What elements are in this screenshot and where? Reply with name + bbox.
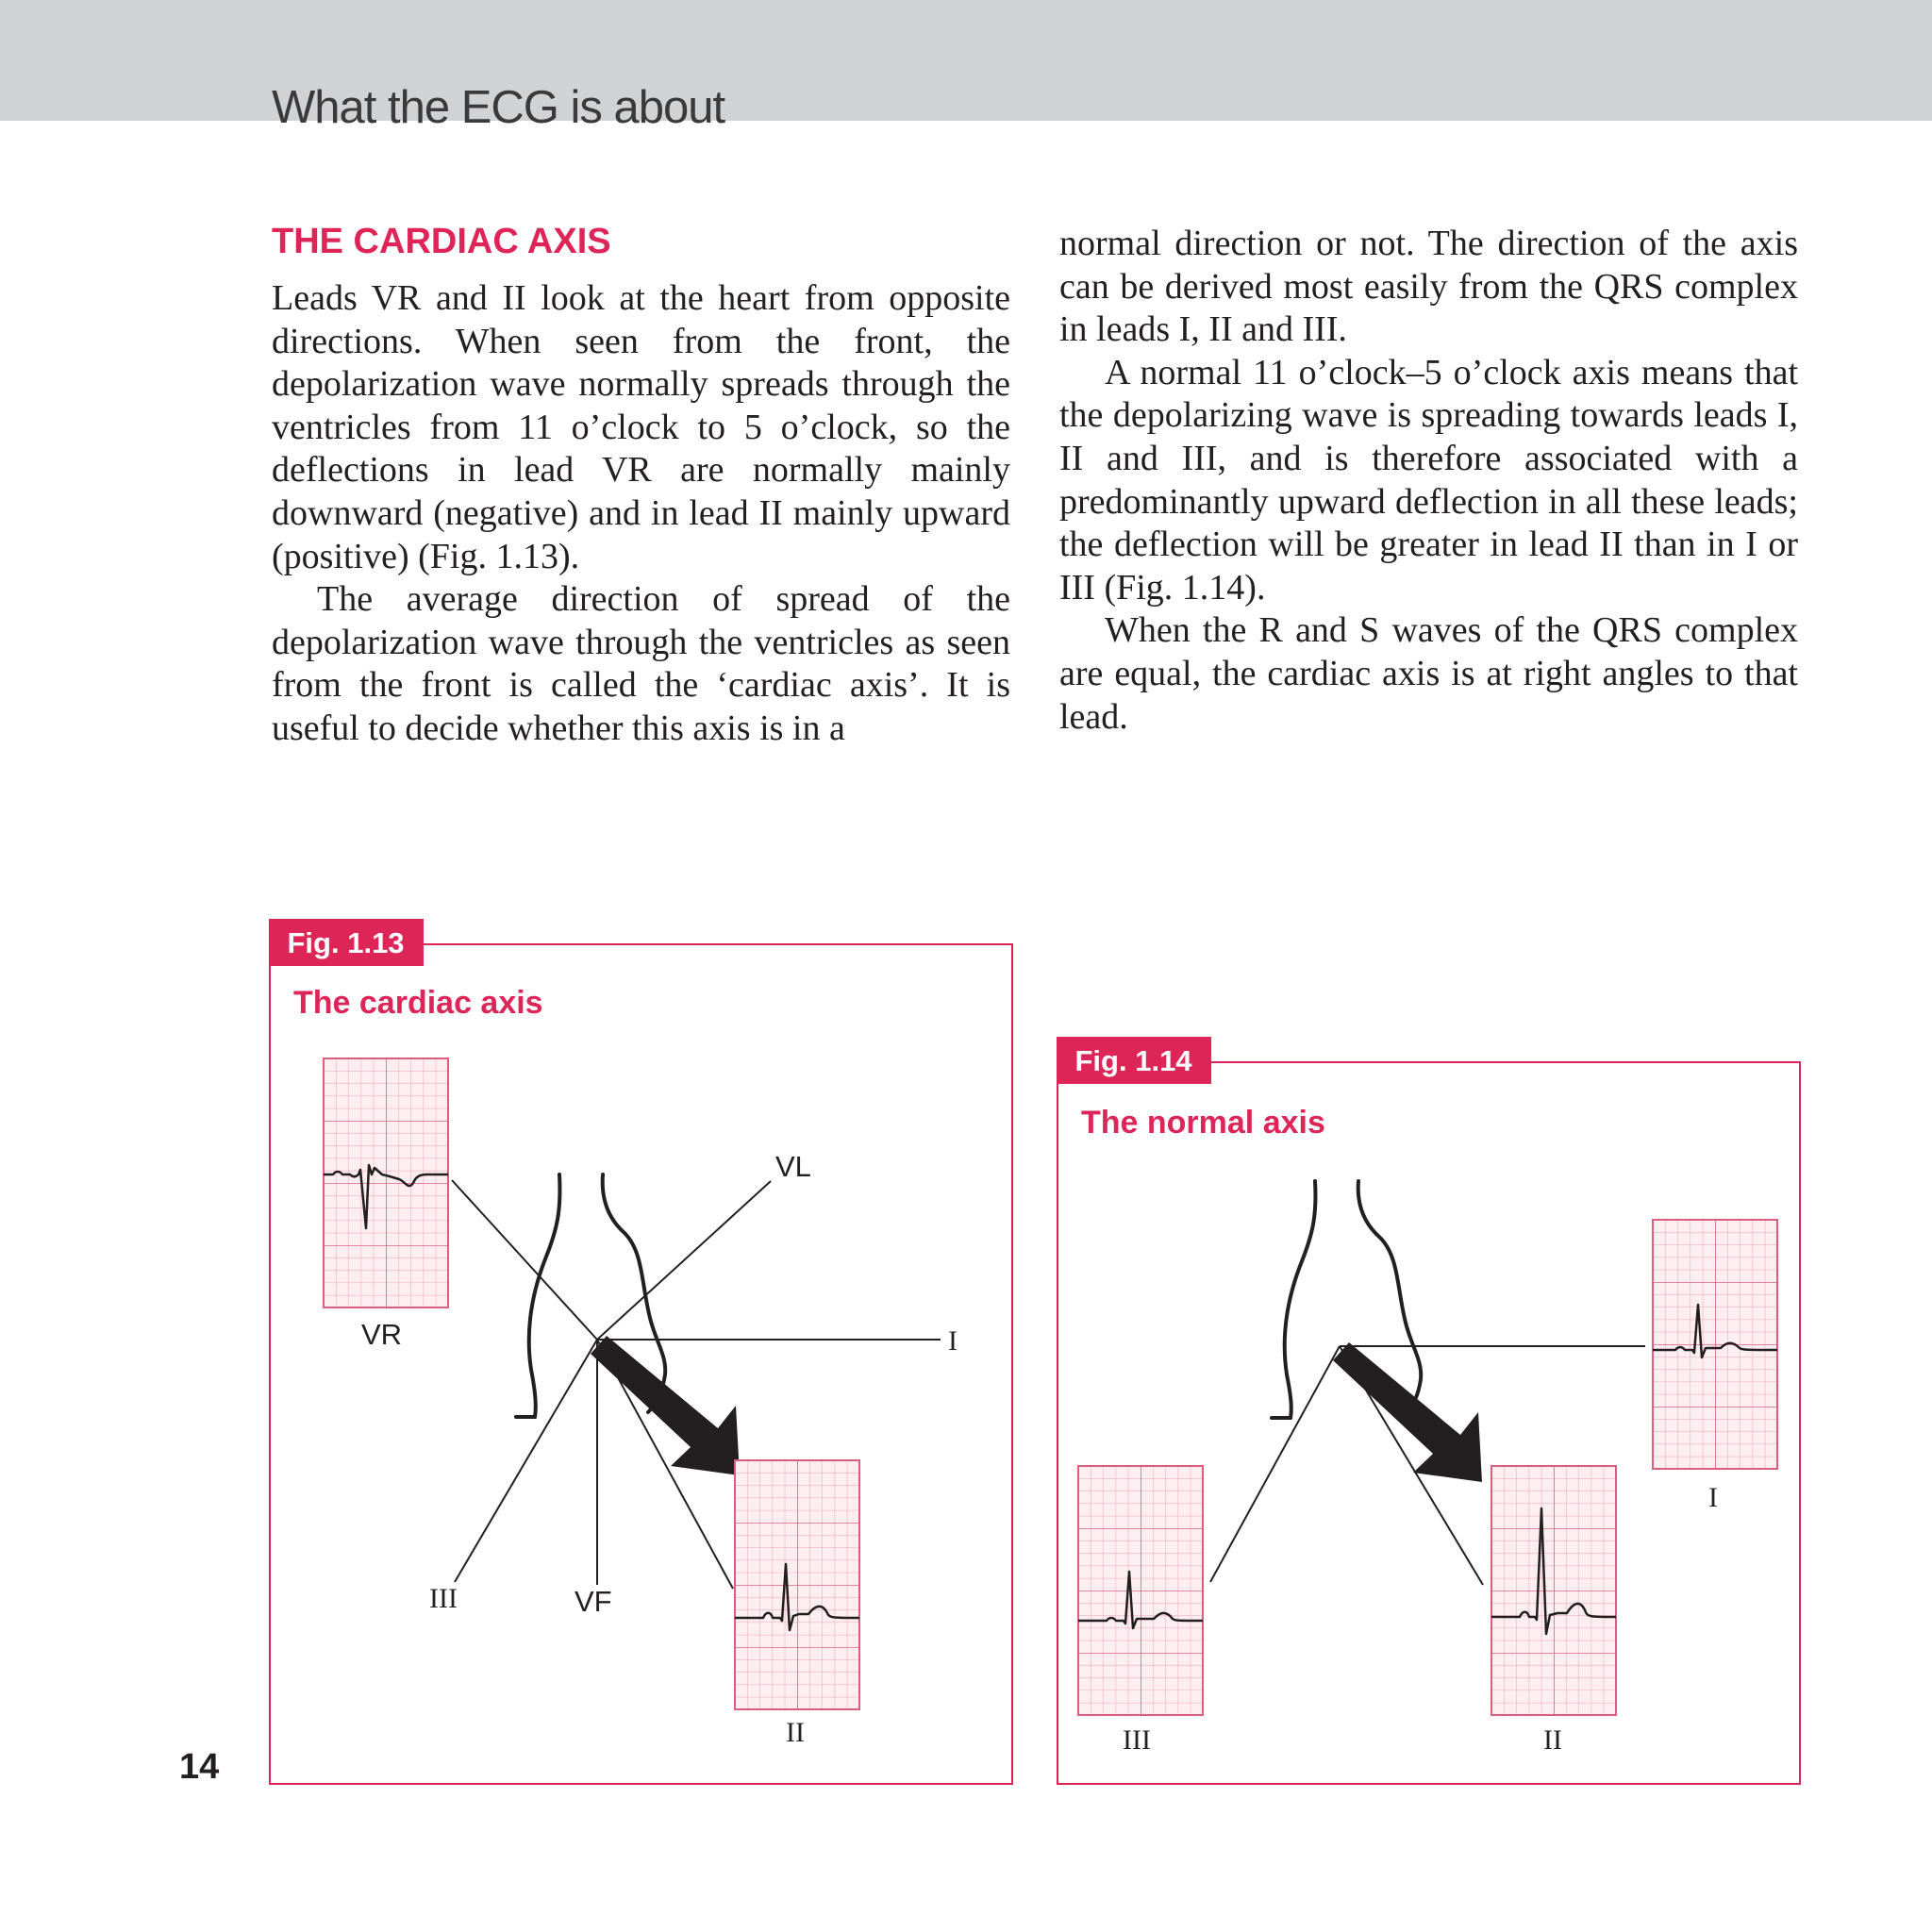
paragraph: A normal 11 o’clock–5 o’clock axis means that the depolarizing wave is spreading towards leads I, II and III, and is therefore associated with a predominantly upward deflection in all these leads; the deflection will be greater in lead II than in I or III (Fig. 1.14). [1059,352,1798,608]
paragraph: The average direction of spread of the depolarization wave through the ventricles as seen from the front is called the ‘cardiac axis’. It is useful to decide whether this axis is in a [272,579,1010,748]
cardiac-axis-diagram [271,945,1010,1782]
lead-line-iii [1210,1346,1340,1582]
label-vf: VF [575,1585,612,1618]
normal-axis-diagram [1058,1063,1798,1782]
ecg-strip-ii [735,1460,859,1709]
lead-line-vr [452,1180,597,1340]
figure-tag: Fig. 1.14 [1057,1037,1211,1084]
ecg-strip-i [1653,1220,1777,1469]
label-iii: III [1123,1724,1151,1756]
left-text-column [272,277,1010,751]
paragraph: When the R and S waves of the QRS complex are equal, the cardiac axis is at right angles to that lead. [1059,610,1798,737]
paragraph: Leads VR and II look at the heart from opposite directions. When seen from the front, the depolarization wave normally spreads through the ventricles from 11 o’clock to 5 o’clock, so the deflections in lead VR are normally mainly downward (negative) and in lead II mainly upward (positive) (Fig. 1.13). [272,278,1010,576]
label-ii: II [1543,1724,1562,1756]
paragraph: normal direction or not. The direction of the axis can be derived most easily from the QRS complex in leads I, II and III. [1059,224,1798,350]
page-number: 14 [179,1747,220,1787]
section-heading: THE CARDIAC AXIS [272,222,611,261]
figure-title: The normal axis [1081,1105,1325,1141]
label-vl: VL [775,1150,811,1183]
label-i: I [1708,1482,1718,1513]
label-iii: III [429,1583,458,1614]
figure-1-13 [269,926,1013,1785]
figure-title: The cardiac axis [293,985,543,1021]
label-i: I [948,1325,958,1357]
figure-1-14 [1057,1044,1801,1785]
running-head: What the ECG is about [272,82,725,133]
figure-tag: Fig. 1.13 [269,919,424,966]
axis-arrow [1333,1342,1482,1482]
label-ii: II [786,1717,805,1748]
heart-outline [1272,1181,1421,1418]
ecg-strip-iii [1078,1466,1203,1715]
lead-line-vl [597,1181,771,1340]
ecg-strip-vr [324,1058,448,1307]
right-text-column [1059,223,1798,739]
label-vr: VR [361,1318,403,1351]
lead-lines [452,1180,941,1589]
lead-line-iii [455,1340,597,1582]
ecg-strip-ii [1491,1466,1616,1715]
